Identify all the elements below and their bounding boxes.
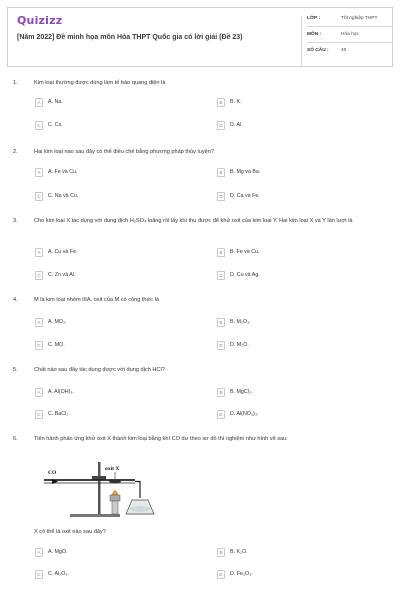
option-text: A. MO₂.	[48, 319, 67, 325]
question-text: Tiến hành phản ứng khử oxit X thành kim loại bằng khí CO dư theo sơ đồ thí nghiệm như hình vẽ sau:	[34, 436, 288, 442]
option-key: C	[35, 410, 43, 419]
apparatus-figure	[40, 460, 160, 518]
option-key: D	[217, 271, 225, 280]
option-text: C. Al₂O₃.	[48, 571, 69, 577]
option-c[interactable]	[35, 341, 205, 351]
stand-base	[70, 514, 120, 517]
option-d[interactable]	[217, 341, 387, 351]
option-b[interactable]	[217, 318, 387, 328]
question-number: 3.	[13, 218, 18, 224]
question-number: 2.	[13, 149, 18, 155]
option-text: D. M₂O.	[230, 342, 249, 348]
option-key: B	[217, 318, 225, 327]
option-text: D. Fe₂O₃.	[230, 571, 253, 577]
option-key: A	[35, 548, 43, 557]
question-number: 1.	[13, 80, 18, 86]
option-d[interactable]	[217, 410, 387, 420]
meta-value: Hóa học	[341, 32, 359, 37]
question-text: M là kim loại nhóm IIIA, oxit của M có công thức là	[34, 297, 159, 303]
co-label: CO	[48, 470, 57, 476]
option-text: B. MgCl₂.	[230, 389, 253, 395]
question-text: Hai kim loại nào sau đây có thể điều chế bằng phương pháp thủy luyện?	[34, 149, 215, 155]
option-text: C. Na và Cu.	[48, 193, 79, 199]
meta-value: Tốt nghiệp THPT	[341, 16, 378, 21]
option-b[interactable]	[217, 388, 387, 398]
option-c[interactable]	[35, 192, 205, 202]
option-a[interactable]	[35, 248, 205, 258]
option-key: A	[35, 388, 43, 397]
option-key: D	[217, 121, 225, 130]
option-c[interactable]	[35, 121, 205, 131]
option-key: B	[217, 248, 225, 257]
option-key: C	[35, 271, 43, 280]
question-number: 6.	[13, 436, 18, 442]
document-title: [Năm 2022] Đề minh họa môn Hóa THPT Quốc gia có lời giải (Đề 23)	[17, 34, 243, 41]
quizizz-logo: Quizizz	[17, 14, 63, 27]
question-text: Kim loại thường được dùng làm tế bào quang điện là	[34, 80, 166, 86]
option-text: C. Cs.	[48, 122, 63, 128]
option-a[interactable]	[35, 388, 205, 398]
option-b[interactable]	[217, 98, 387, 108]
burner-lamp	[110, 495, 120, 501]
option-key: B	[217, 98, 225, 107]
question-subtext: X có thể là oxit nào sau đây?	[34, 529, 106, 535]
option-key: B	[217, 168, 225, 177]
option-text: D. Cu và Ag.	[230, 272, 260, 278]
option-text: B. M₂O₃.	[230, 319, 251, 325]
oxide-label: oxit X	[105, 466, 120, 472]
option-b[interactable]	[217, 548, 387, 558]
header-divider	[301, 16, 302, 66]
option-text: B. K.	[230, 99, 242, 105]
option-key: D	[217, 192, 225, 201]
option-key: B	[217, 548, 225, 557]
option-text: A. Al(OH)₃.	[48, 389, 74, 395]
option-b[interactable]	[217, 248, 387, 258]
question-number: 4.	[13, 297, 18, 303]
option-key: A	[35, 168, 43, 177]
option-c[interactable]	[35, 271, 205, 281]
option-key: C	[35, 341, 43, 350]
question-number: 5.	[13, 367, 18, 373]
option-key: C	[35, 121, 43, 130]
option-key: D	[217, 410, 225, 419]
option-a[interactable]	[35, 548, 205, 558]
option-text: B. Mg và Ba.	[230, 169, 261, 175]
meta-label: MÔN :	[307, 32, 322, 37]
option-key: D	[217, 570, 225, 579]
option-a[interactable]	[35, 318, 205, 328]
meta-divider	[307, 42, 393, 43]
option-d[interactable]	[217, 192, 387, 202]
page-continuation	[0, 596, 400, 600]
question-text: Chất nào sau đây tác dụng được với dung dịch HCl?	[34, 367, 165, 373]
option-key: C	[35, 570, 43, 579]
option-text: D. Al.	[230, 122, 243, 128]
option-key: C	[35, 192, 43, 201]
outlet-tube	[135, 482, 140, 499]
stand-pole	[98, 462, 101, 516]
option-text: B. K₂O.	[230, 549, 248, 555]
option-text: C. BaCl₂.	[48, 411, 70, 417]
option-text: D. Ca và Fe.	[230, 193, 260, 199]
option-d[interactable]	[217, 570, 387, 580]
option-text: D. Al(NO₃)₃.	[230, 411, 259, 417]
option-b[interactable]	[217, 168, 387, 178]
option-d[interactable]	[217, 271, 387, 281]
meta-divider	[307, 26, 393, 27]
flask-liquid	[130, 506, 150, 512]
option-text: A. Na.	[48, 99, 63, 105]
option-key: A	[35, 318, 43, 327]
option-key: D	[217, 341, 225, 350]
option-key: A	[35, 98, 43, 107]
option-key: A	[35, 248, 43, 257]
meta-value: 40	[341, 48, 347, 53]
option-text: A. MgO.	[48, 549, 68, 555]
document-header	[7, 7, 393, 67]
option-text: A. Fe và Cu.	[48, 169, 78, 175]
option-c[interactable]	[35, 410, 205, 420]
burner-flame	[112, 491, 118, 496]
option-a[interactable]	[35, 168, 205, 178]
option-c[interactable]	[35, 570, 205, 580]
meta-label: LỚP :	[307, 16, 321, 21]
option-text: C. Zn và Al.	[48, 272, 76, 278]
option-a[interactable]	[35, 98, 205, 108]
burner-stand	[112, 501, 118, 514]
option-text: B. Fe và Cu.	[230, 249, 260, 255]
option-d[interactable]	[217, 121, 387, 131]
meta-label: SỐ CÂU :	[307, 48, 329, 53]
option-text: A. Cu và Fe.	[48, 249, 78, 255]
option-key: B	[217, 388, 225, 397]
option-text: C. MO.	[48, 342, 65, 348]
oxide-sample	[109, 480, 121, 483]
question-text: Cho kim loại X tác dụng với dung dịch H₂SO₄ loãng rồi lấy khí thu được để khử oxit của kim loại Y. Hai kim loại X và Y lần lượt là	[34, 218, 353, 224]
